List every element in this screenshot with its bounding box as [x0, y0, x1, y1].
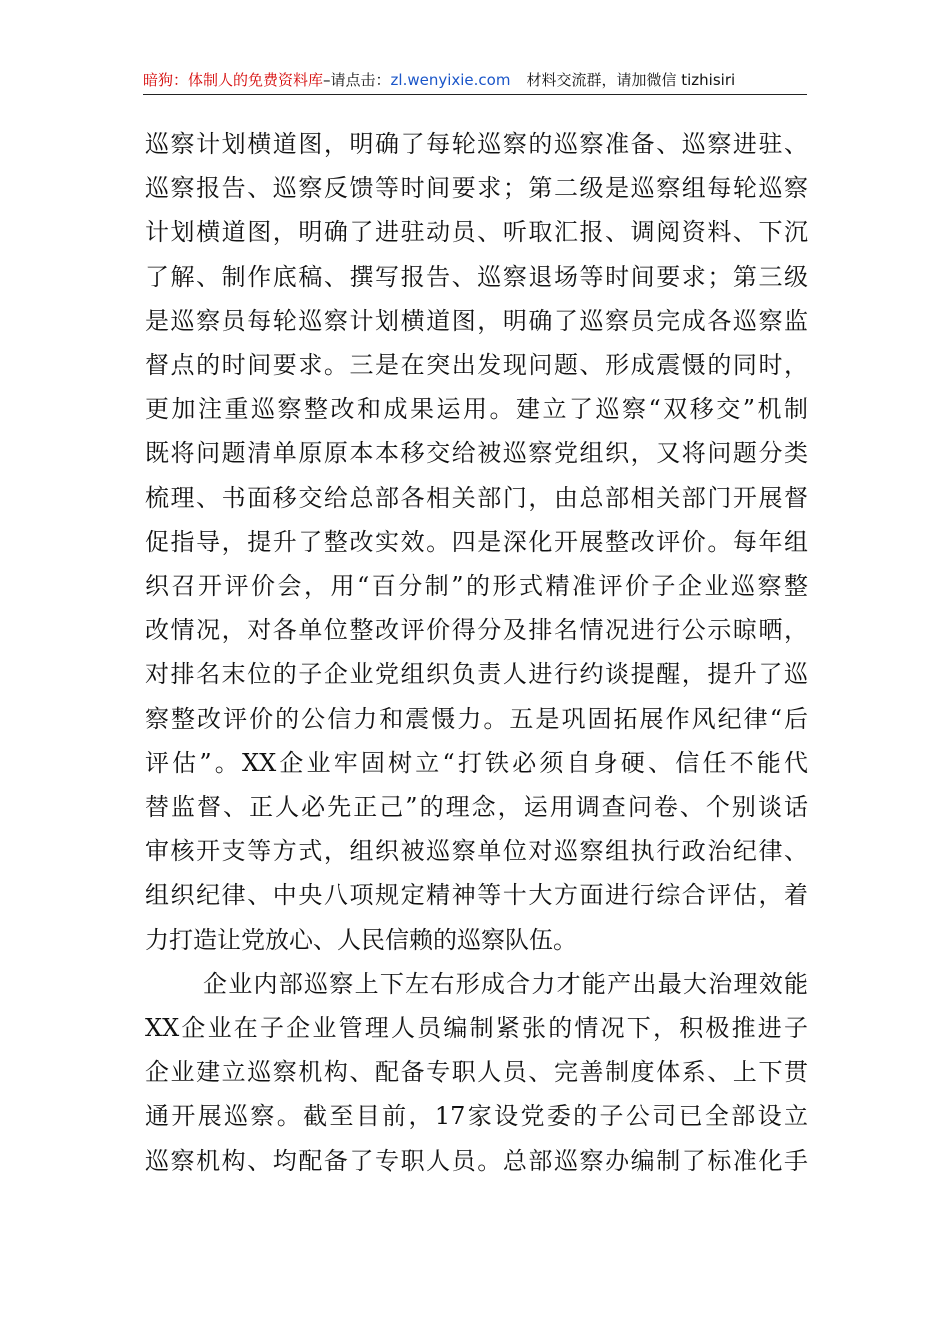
text-line: 替监督、正人必先正己”的理念，运用调查问卷、个别谈话: [145, 793, 808, 822]
text-line: XX企业在子企业管理人员编制紧张的情况下，积极推进子: [145, 1014, 808, 1043]
text-line: 了解、制作底稿、撰写报告、巡察退场等时间要求；第三级: [145, 262, 808, 291]
text-line: 企业建立巡察机构、配备专职人员、完善制度体系、上下贯: [145, 1058, 808, 1087]
text-line: 计划横道图，明确了进驻动员、听取汇报、调阅资料、下沉: [145, 218, 808, 247]
text-line: 评估”。XX企业牢固树立“打铁必须自身硬、信任不能代: [145, 748, 808, 777]
paragraph-1: [145, 122, 808, 962]
text-line: 巡察报告、巡察反馈等时间要求；第二级是巡察组每轮巡察: [145, 174, 808, 203]
text-line: 力打造让党放心、人民信赖的巡察队伍。: [145, 925, 577, 954]
click-prompt: –请点击：: [323, 71, 391, 89]
text-line: 对排名末位的子企业党组织负责人进行约谈提醒，提升了巡: [145, 660, 808, 689]
document-body: [145, 122, 808, 1183]
text-line: 审核开支等方式，组织被巡察单位对巡察组执行政治纪律、: [145, 837, 808, 866]
text-line: 是巡察员每轮巡察计划横道图，明确了巡察员完成各巡察监: [145, 306, 808, 335]
site-name: 暗狗：体制人的免费资料库: [143, 71, 324, 89]
contact-info: 材料交流群，请加微信 tizhisiri: [526, 71, 736, 89]
paragraph-2: [145, 962, 808, 1183]
text-line: 巡察机构、均配备了专职人员。总部巡察办编制了标准化手: [145, 1146, 808, 1175]
text-line: 企业内部巡察上下左右形成合力才能产出最大治理效能: [203, 969, 808, 998]
site-url-link[interactable]: zl.wenyixie.com: [390, 71, 511, 89]
text-line: 既将问题清单原原本本移交给被巡察党组织，又将问题分类: [145, 439, 808, 468]
text-line: 组织纪律、中央八项规定精神等十大方面进行综合评估，着: [145, 881, 808, 910]
text-line: 梳理、书面移交给总部各相关部门，由总部相关部门开展督: [145, 483, 808, 512]
text-line: 巡察计划横道图，明确了每轮巡察的巡察准备、巡察进驻、: [145, 130, 808, 158]
text-line: 察整改评价的公信力和震慑力。五是巩固拓展作风纪律“后: [145, 704, 808, 733]
page-header: [143, 66, 807, 95]
text-line: 织召开评价会，用“百分制”的形式精准评价子企业巡察整: [145, 572, 808, 601]
text-line: 促指导，提升了整改实效。四是深化开展整改评价。每年组: [145, 527, 808, 556]
text-line: 通开展巡察。截至目前，17家设党委的子公司已全部设立: [145, 1102, 808, 1131]
text-line: 改情况，对各单位整改评价得分及排名情况进行公示晾晒，: [145, 616, 808, 645]
text-line: 更加注重巡察整改和成果运用。建立了巡察“双移交”机制: [145, 395, 808, 424]
text-line: 督点的时间要求。三是在突出发现问题、形成震慑的同时，: [145, 351, 808, 380]
